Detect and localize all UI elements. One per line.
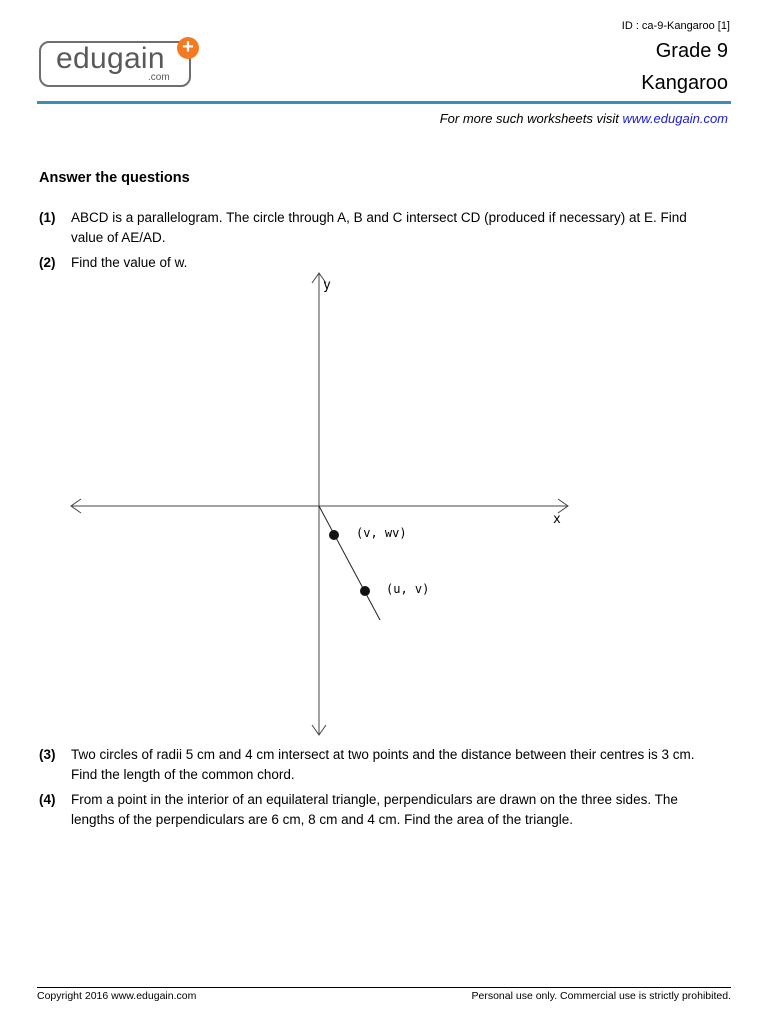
graph-line <box>319 506 380 620</box>
point-1-label: (v, wv) <box>356 526 407 540</box>
footer-divider <box>37 987 731 988</box>
y-axis-label: y <box>323 278 331 293</box>
coordinate-graph <box>0 265 768 745</box>
header-divider <box>37 101 731 104</box>
subject-title: Kangaroo <box>641 72 728 94</box>
question-text-4: From a point in the interior of an equilateral triangle, perpendiculars are drawn on the three sides. The lengths of the perpendiculars are 6 cm, 8 cm and 4 cm. Find the area of the triangle. <box>71 792 678 827</box>
logo-text: edugain <box>56 42 165 75</box>
logo-plus-icon: + <box>177 37 199 59</box>
point-v-wv <box>329 530 339 540</box>
question-text-1: ABCD is a parallelogram. The circle through A, B and C intersect CD (produced if necessary) at E. Find value of AE/AD. <box>71 210 687 245</box>
edugain-link[interactable]: www.edugain.com <box>622 111 728 126</box>
more-worksheets-line <box>440 111 728 126</box>
question-number-2: (2) <box>39 255 56 270</box>
more-worksheets-prefix: For more such worksheets visit <box>439 111 623 126</box>
question-number-4: (4) <box>39 792 56 807</box>
question-text-2: Find the value of w. <box>71 255 188 270</box>
question-number-1: (1) <box>39 210 56 225</box>
document-id: ID : ca-9-Kangaroo [1] <box>621 20 730 32</box>
footer-copyright: Copyright 2016 www.edugain.com <box>37 990 197 1002</box>
x-axis-label: x <box>553 512 561 527</box>
question-text-3: Two circles of radii 5 cm and 4 cm intersect at two points and the distance between their centres is 3 cm. Find the length of the common chord. <box>71 747 695 782</box>
point-2-label: (u, v) <box>386 582 430 596</box>
section-title: Answer the questions <box>39 170 190 186</box>
logo-com: .com <box>148 72 170 83</box>
footer-notice: Personal use only. Commercial use is strictly prohibited. <box>471 990 731 1002</box>
question-number-3: (3) <box>39 747 56 762</box>
point-u-v <box>360 586 370 596</box>
grade-title: Grade 9 <box>655 40 728 62</box>
